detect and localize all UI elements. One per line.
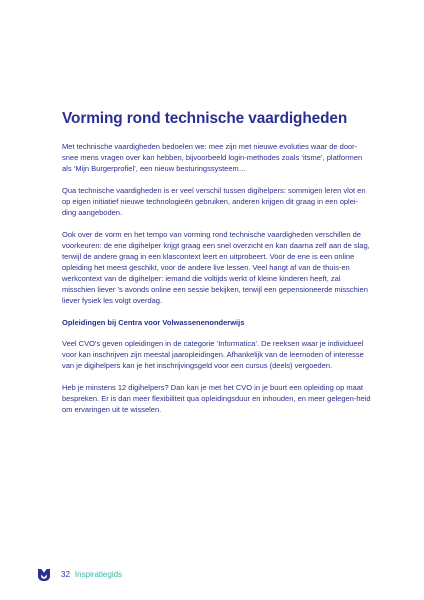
page-footer: [37, 566, 122, 584]
differences-paragraph: Qua technische vaardigheden is er veel verschil tussen digihelpers: sommigen leren vlot en op eigen initiatief nieuwe technologieën gebruiken, anderen krijgen dit graag in een oplei-ding aangeboden.: [62, 186, 366, 217]
guide-name: Inspiratiegids: [74, 570, 123, 579]
intro-paragraph: Met technische vaardigheden bedoelen we: mee zijn met nieuwe evoluties waar de door-snee mens vragen over kan hebben, bijvoorbeeld login-methodes zoals ‘itsme’, platformen als ‘Mijn Burgerprofiel’, een nieuw besturingssysteem…: [62, 142, 363, 173]
main-content: [62, 109, 372, 426]
cvo-subheading: Opleidingen bij Centra voor Volwassenenonderwijs: [62, 318, 245, 327]
custom-training-paragraph: Heb je minstens 12 digihelpers? Dan kan je met het CVO in je buurt een opleiding op maat bespreken. Er is dan meer flexibiliteit qua opleidingsduur en inhouden, en meer gelegen-heid om ervaringen uit te wisselen.: [62, 383, 371, 414]
page-number: 32: [61, 570, 70, 579]
section-title: Vorming rond technische vaardigheden: [62, 110, 348, 127]
brand-logo-icon: [37, 568, 51, 582]
preferences-paragraph: Ook over de vorm en het tempo van vorming rond technische vaardigheden verschillen de voorkeuren: de ene digihelper krijgt graag een snel overzicht en kan daarna zelf aan de slag, terwijl de andere graag in een klascontext leert en uitprobeert. Voor de ene is een online opleiding het meest geschikt, voor de andere live lessen. Veel hangt af van de thuis-en werkcontext van de digihelper: iemand die voltijds werkt of kleine kinderen heeft, zal misschien liever ’s avonds online een sessie bekijken, terwijl een gepensioneerde misschien liever fysiek les volgt overdag.: [62, 230, 370, 305]
cvo-courses-paragraph: Veel CVO’s geven opleidingen in de categorie ‘Informatica’. De reeksen waar je individueel voor kan inschrijven zijn meestal jaaropleidingen. Afhankelijk van de leernoden of interesse van je digihelpers kan je het inschrijvingsgeld voor een cursus (deels) vergoeden.: [62, 339, 364, 370]
